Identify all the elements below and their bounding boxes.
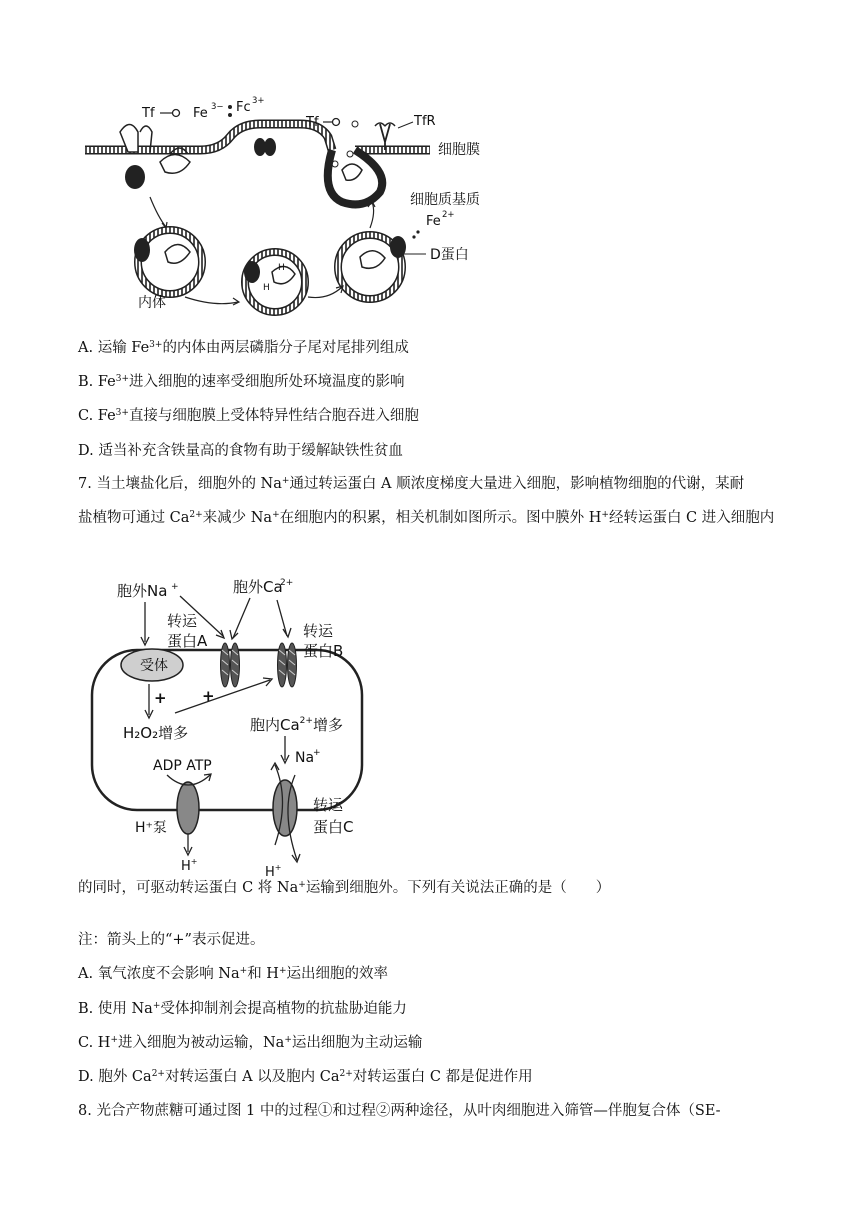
q7-stem-line-1: 7. 当土壤盐化后，细胞外的 Na+通过转运蛋白 A 顺浓度梯度大量进入细胞，影响植物细胞的代谢，某耐 <box>78 476 745 492</box>
ca-out-label: 胞外Ca <box>233 578 283 596</box>
svg-text:+: + <box>313 748 321 758</box>
endosome-1-icon <box>134 230 202 294</box>
h2o2-label: H₂O₂增多 <box>123 724 189 742</box>
tf2-label: Tf <box>306 115 319 130</box>
ca-in-label: 胞内$Ca^{2+}$增多 <box>250 716 343 734</box>
q7-option-d: D. 胞外 $Ca^{2+}$对转运蛋白 A 以及胞内 $Ca^{2+}$对转运蛋白 C 都是促进作用 <box>78 1069 533 1085</box>
q7-stem-line-2: 盐植物可通过 $Ca^{2+}$来减少 Na+在细胞内的积累，相关机制如图所示。图中膜外 H+经转运蛋白 C 进入细胞内 <box>78 510 775 526</box>
na-label: Na <box>295 750 315 766</box>
svg-text:2+: 2+ <box>442 210 455 220</box>
figure-salt-tolerance <box>85 570 375 880</box>
plus-label: + <box>154 689 167 707</box>
svg-text:+: + <box>171 582 179 592</box>
transporter-c-label-1: 转运 <box>313 796 344 814</box>
endosome-3-icon <box>338 235 406 299</box>
svg-text:H: H <box>278 263 285 273</box>
endosome-label: 内体 <box>138 295 166 311</box>
q7-option-c: C. H+进入细胞为被动运输，Na+运出细胞为主动运输 <box>78 1035 423 1051</box>
tfr-label: TfR <box>414 114 436 129</box>
endosome-2-icon <box>244 252 305 312</box>
arrow-icon <box>308 287 342 298</box>
h-plus-label: H+ <box>181 857 198 874</box>
arrow-icon <box>150 197 166 227</box>
transporter-a-label-2: 蛋白A <box>167 632 208 650</box>
transporter-b-label-1: 转运 <box>303 622 334 640</box>
cytoplasm-label: 细胞质基质 <box>410 192 480 208</box>
q7-stem-line-3: 的同时，可驱动转运蛋白 C 将 Na+运输到细胞外。下列有关说法正确的是（ ） <box>78 880 611 896</box>
svg-text:2+: 2+ <box>280 578 294 588</box>
svg-text:3−: 3− <box>211 102 224 112</box>
adp-atp-label: ADP ATP <box>153 758 212 774</box>
q7-note: 注：箭头上的“+”表示促进。 <box>78 932 265 948</box>
figure-iron-endocytosis <box>80 92 500 322</box>
na-out-label: 胞外Na <box>117 582 168 600</box>
transporter-c-label-2: 蛋白C <box>313 818 354 836</box>
q6-option-b: B. $Fe^{3+}$进入细胞的速率受细胞所处环境温度的影响 <box>78 374 405 390</box>
tf-receptor-icon <box>120 125 152 190</box>
h-plus-label: H+ <box>265 863 282 880</box>
transporter-c-icon <box>273 780 297 836</box>
d-protein-label: D蛋白 <box>430 247 469 263</box>
q6-option-a: A. 运输 $Fe^{3+}$的内体由两层磷脂分子尾对尾排列组成 <box>78 340 409 356</box>
plus-label: + <box>202 687 215 705</box>
fe2-label: Fe <box>426 214 441 229</box>
fe3-label: Fe <box>193 106 208 121</box>
transporter-a-label-1: 转运 <box>167 612 198 630</box>
q8-stem: 8. 光合产物蔗糖可通过图 1 中的过程①和过程②两种途径，从叶肉细胞进入筛管—伴胞复合体（SE- <box>78 1103 721 1119</box>
svg-text:3+: 3+ <box>252 96 265 106</box>
svg-text:H: H <box>263 283 270 293</box>
h-pump-label: H⁺泵 <box>135 820 167 836</box>
q6-option-c: C. $Fe^{3+}$直接与细胞膜上受体特异性结合胞吞进入细胞 <box>78 408 419 424</box>
transporter-b-label-2: 蛋白B <box>303 642 344 660</box>
svg-text:受体: 受体 <box>140 658 168 674</box>
arrow-icon <box>370 202 374 228</box>
q6-option-d: D. 适当补充含铁量高的食物有助于缓解缺铁性贫血 <box>78 443 403 459</box>
q7-option-a: A. 氧气浓度不会影响 Na+和 H+运出细胞的效率 <box>78 966 388 982</box>
q7-option-b: B. 使用 Na+受体抑制剂会提高植物的抗盐胁迫能力 <box>78 1001 407 1017</box>
h-pump-icon <box>177 782 199 834</box>
arrow-icon <box>185 297 238 304</box>
fc3-label: Fc <box>236 100 251 115</box>
tf-label: Tf <box>142 106 155 121</box>
membrane-label: 细胞膜 <box>438 142 480 158</box>
